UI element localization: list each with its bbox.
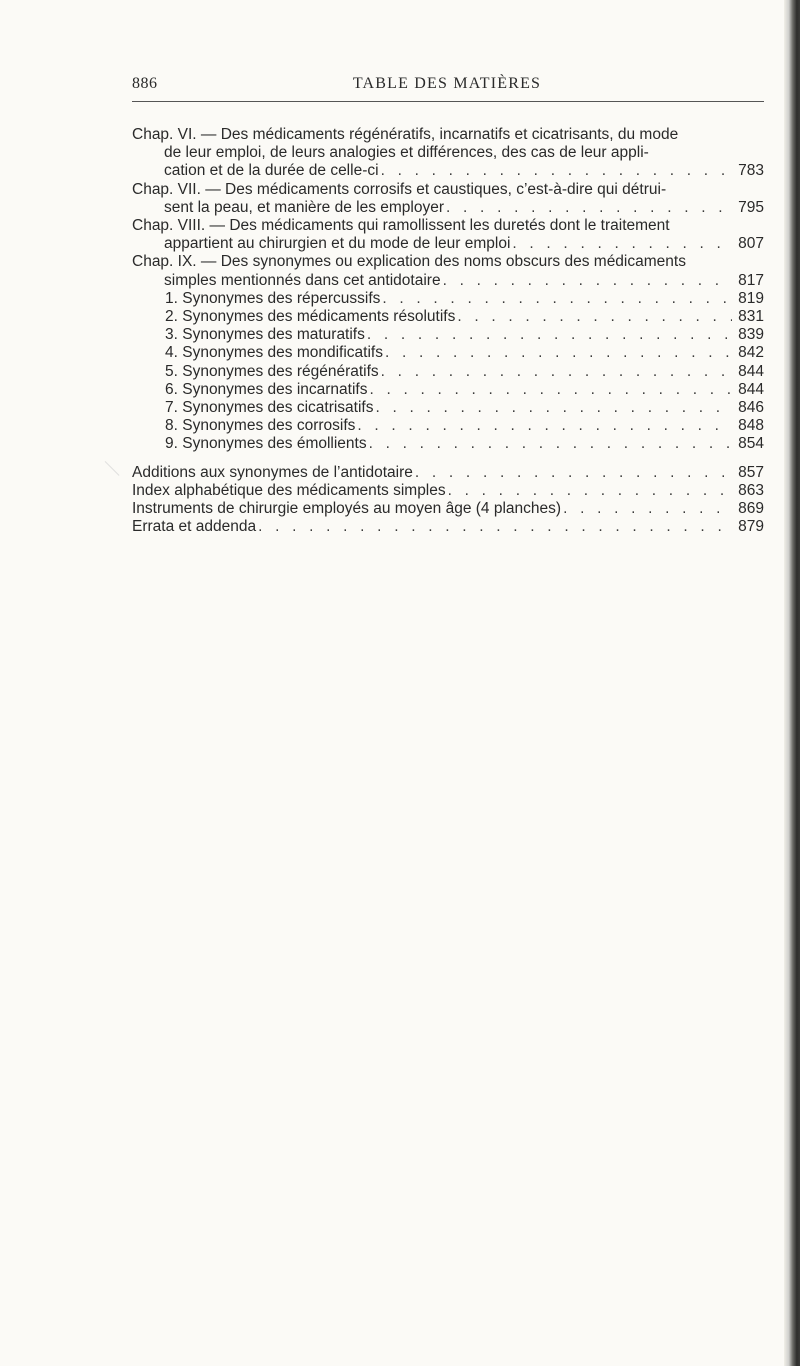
dot-leader — [446, 199, 732, 217]
dot-leader — [369, 435, 732, 453]
page-number: 886 — [132, 75, 158, 92]
page-header — [132, 75, 762, 101]
toc-entry-text: 2. Synonymes des médicaments résolutifs — [165, 308, 456, 326]
toc-entry-text: Chap. IX. — Des synonymes ou explication des noms obscurs des médicaments — [132, 253, 686, 271]
toc-entry-text: cation et de la durée de celle-ci — [164, 162, 379, 180]
toc-page-number: 879 — [738, 518, 764, 536]
toc-entry-text: simples mentionnés dans cet antidotaire — [164, 271, 441, 289]
dot-leader — [457, 308, 732, 326]
dot-leader — [448, 482, 732, 500]
toc-entry-text: Errata et addenda — [132, 518, 257, 536]
toc-entry-text: 6. Synonymes des incarnatifs — [165, 380, 368, 398]
toc-entry-chapter-7 — [132, 181, 764, 217]
toc-entry-additions — [132, 464, 764, 482]
toc-page-number: 842 — [738, 344, 764, 362]
toc-subentry — [132, 399, 764, 417]
toc-page-number: 854 — [738, 435, 764, 453]
toc-subentry — [132, 435, 764, 453]
toc-subentry — [132, 344, 764, 362]
dot-leader — [258, 518, 732, 536]
toc-subentry — [132, 326, 764, 344]
dot-leader — [357, 417, 732, 435]
toc-entry-text: 7. Synonymes des cicatrisatifs — [165, 399, 374, 417]
dot-leader — [367, 326, 732, 344]
dot-leader — [381, 162, 732, 180]
toc-page-number: 846 — [738, 399, 764, 417]
dot-leader — [512, 235, 732, 253]
toc-subentry — [132, 381, 764, 399]
toc-entry-text: Instruments de chirurgie employés au moyen âge (4 planches) — [132, 500, 562, 518]
toc-entry-text: Chap. VIII. — Des médicaments qui ramollissent les duretés dont le traitement — [132, 217, 670, 235]
toc-page-number: 839 — [738, 326, 764, 344]
toc-entry-text: Additions aux synonymes de l’antidotaire — [132, 463, 413, 481]
margin-smudge — [91, 461, 120, 490]
toc-entry-chapter-8 — [132, 217, 764, 253]
toc-page-number: 848 — [738, 417, 764, 435]
toc-entry-chapter-6 — [132, 126, 764, 181]
running-title: TABLE DES MATIÈRES — [352, 75, 542, 92]
toc-entry-text: 1. Synonymes des répercussifs — [165, 289, 381, 307]
toc-entry-text: 9. Synonymes des émollients — [165, 435, 367, 453]
toc-entry-text: 3. Synonymes des maturatifs — [165, 326, 365, 344]
toc-entry-text: Index alphabétique des médicaments simples — [132, 481, 446, 499]
header-rule — [132, 101, 764, 102]
toc-entry-text: 5. Synonymes des régénératifs — [165, 362, 379, 380]
toc-entry-errata — [132, 518, 764, 536]
dot-leader — [443, 272, 732, 290]
dot-leader — [369, 381, 732, 399]
toc-page-number: 807 — [738, 235, 764, 253]
dot-leader — [563, 500, 732, 518]
toc-subentry — [132, 308, 764, 326]
toc-entry-chapter-9 — [132, 253, 764, 289]
toc-page-number: 819 — [738, 289, 764, 307]
toc-page-number: 869 — [738, 500, 764, 518]
page-edge-shadow — [784, 0, 800, 1366]
toc-page-number: 817 — [738, 271, 764, 289]
toc-page-number: 844 — [738, 362, 764, 380]
dot-leader — [375, 399, 732, 417]
toc-entry-index — [132, 482, 764, 500]
toc-entry-text: 8. Synonymes des corrosifs — [165, 417, 356, 435]
toc-page-number: 783 — [738, 162, 764, 180]
toc-subentry — [132, 363, 764, 381]
toc-entry-text: Chap. VI. — Des médicaments régénératifs, incarnatifs et cicatrisants, du mode — [132, 126, 679, 143]
table-of-contents — [132, 126, 764, 536]
dot-leader — [415, 464, 732, 482]
toc-entry-text: appartient au chirurgien et du mode de leur emploi — [164, 235, 511, 253]
toc-page-number: 831 — [738, 308, 764, 326]
toc-page-number: 863 — [738, 481, 764, 499]
toc-page-number: 844 — [738, 380, 764, 398]
toc-page-number: 857 — [738, 463, 764, 481]
toc-entry-text: de leur emploi, de leurs analogies et différences, des cas de leur appli- — [164, 144, 649, 162]
toc-page-number: 795 — [738, 198, 764, 216]
toc-subentry — [132, 290, 764, 308]
toc-subentry — [132, 417, 764, 435]
section-gap — [132, 454, 764, 464]
toc-entry-text: Chap. VII. — Des médicaments corrosifs et caustiques, c’est-à-dire qui détrui- — [132, 180, 667, 198]
dot-leader — [381, 363, 732, 381]
toc-entry-text: 4. Synonymes des mondificatifs — [165, 344, 383, 362]
dot-leader — [385, 344, 732, 362]
toc-entry-instruments — [132, 500, 764, 518]
dot-leader — [382, 290, 732, 308]
toc-entry-text: sent la peau, et manière de les employer — [164, 198, 445, 216]
